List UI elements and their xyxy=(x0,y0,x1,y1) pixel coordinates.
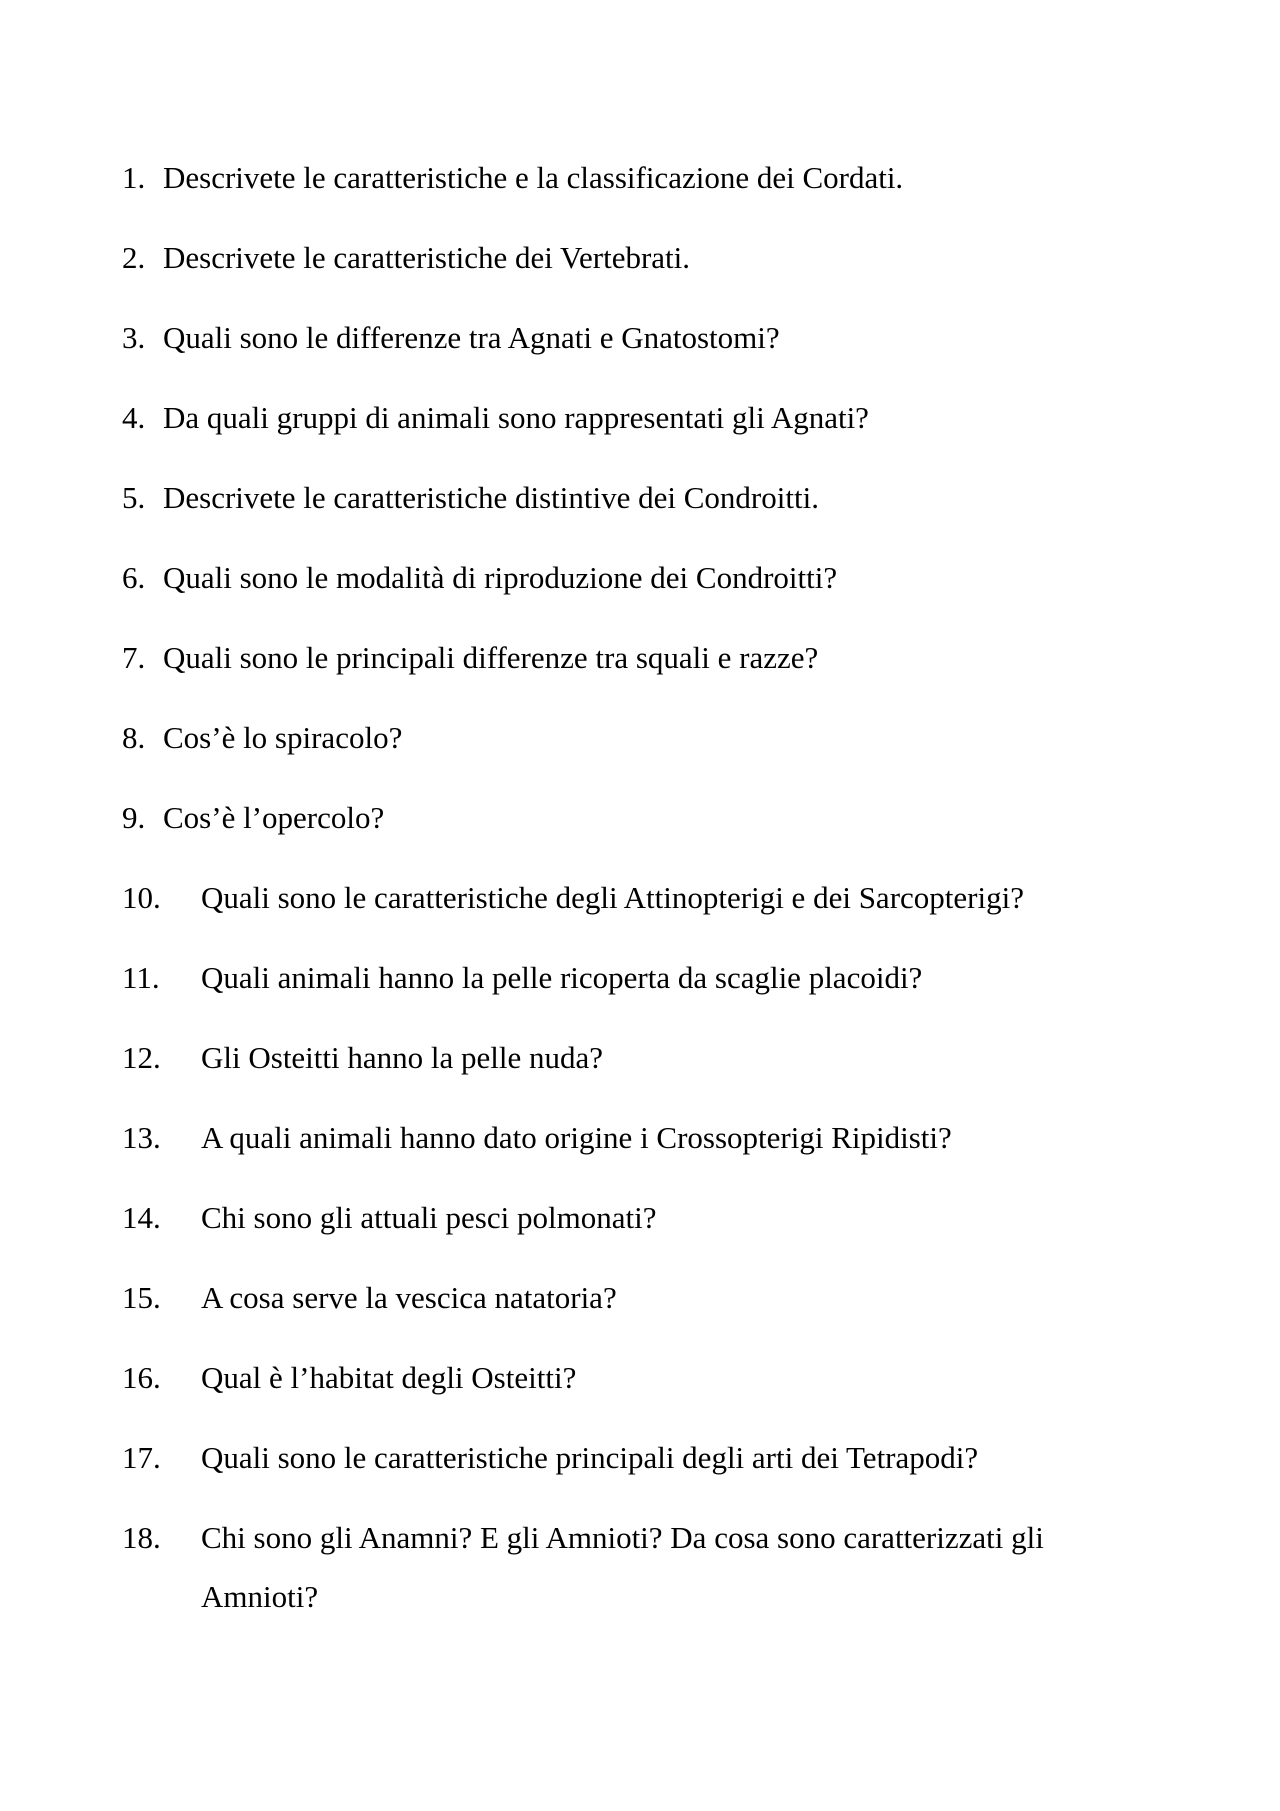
question-number: 12. xyxy=(122,1040,161,1075)
question-text: Chi sono gli attuali pesci polmonati? xyxy=(201,1200,657,1235)
question-item-12 xyxy=(122,1028,1162,1087)
question-text: Quali sono le principali differenze tra squali e razze? xyxy=(163,640,819,675)
question-item-14 xyxy=(122,1188,1162,1247)
question-item-16 xyxy=(122,1348,1162,1407)
question-number: 13. xyxy=(122,1120,161,1155)
question-text: A cosa serve la vescica natatoria? xyxy=(201,1280,617,1315)
question-number: 3. xyxy=(122,320,146,355)
question-text: Quali sono le caratteristiche degli Attinopterigi e dei Sarcopterigi? xyxy=(201,880,1024,915)
question-number: 6. xyxy=(122,560,146,595)
question-item-4 xyxy=(122,388,1162,447)
question-item-7 xyxy=(122,628,1162,687)
question-number: 8. xyxy=(122,720,146,755)
question-number: 17. xyxy=(122,1440,161,1475)
question-text: Descrivete le caratteristiche distintive dei Condroitti. xyxy=(163,480,819,515)
question-text: Quali sono le caratteristiche principali degli arti dei Tetrapodi? xyxy=(201,1440,979,1475)
question-text: Da quali gruppi di animali sono rappresentati gli Agnati? xyxy=(163,400,869,435)
question-text: A quali animali hanno dato origine i Crossopterigi Ripidisti? xyxy=(201,1120,952,1155)
question-number: 5. xyxy=(122,480,146,515)
question-text: Cos’è l’opercolo? xyxy=(163,800,385,835)
question-item-18 xyxy=(122,1508,1162,1626)
question-number: 2. xyxy=(122,240,146,275)
question-number: 9. xyxy=(122,800,146,835)
question-number: 18. xyxy=(122,1520,161,1555)
question-item-13 xyxy=(122,1108,1162,1167)
question-text: Quali sono le modalità di riproduzione dei Condroitti? xyxy=(163,560,838,595)
question-item-8 xyxy=(122,708,1162,767)
question-text: Cos’è lo spiracolo? xyxy=(163,720,403,755)
question-number: 11. xyxy=(122,960,160,995)
question-item-11 xyxy=(122,948,1162,1007)
question-number: 7. xyxy=(122,640,146,675)
question-number: 15. xyxy=(122,1280,161,1315)
question-item-17 xyxy=(122,1428,1162,1487)
question-text: Descrivete le caratteristiche e la classificazione dei Cordati. xyxy=(163,160,904,195)
question-number: 1. xyxy=(122,160,146,195)
question-text: Quali animali hanno la pelle ricoperta da scaglie placoidi? xyxy=(201,960,923,995)
question-text: Chi sono gli Anamni? E gli Amnioti? Da cosa sono caratterizzati gli Amnioti? xyxy=(201,1520,1044,1614)
question-number: 10. xyxy=(122,880,161,915)
question-text: Descrivete le caratteristiche dei Vertebrati. xyxy=(163,240,691,275)
question-item-6 xyxy=(122,548,1162,607)
question-text: Quali sono le differenze tra Agnati e Gnatostomi? xyxy=(163,320,780,355)
question-item-1 xyxy=(122,148,1162,207)
question-item-2 xyxy=(122,228,1162,287)
question-list xyxy=(122,148,1162,1626)
question-number: 16. xyxy=(122,1360,161,1395)
question-item-5 xyxy=(122,468,1162,527)
question-text: Qual è l’habitat degli Osteitti? xyxy=(201,1360,577,1395)
question-item-9 xyxy=(122,788,1162,847)
question-number: 14. xyxy=(122,1200,161,1235)
question-item-10 xyxy=(122,868,1162,927)
question-item-15 xyxy=(122,1268,1162,1327)
question-text: Gli Osteitti hanno la pelle nuda? xyxy=(201,1040,604,1075)
question-number: 4. xyxy=(122,400,146,435)
question-item-3 xyxy=(122,308,1162,367)
